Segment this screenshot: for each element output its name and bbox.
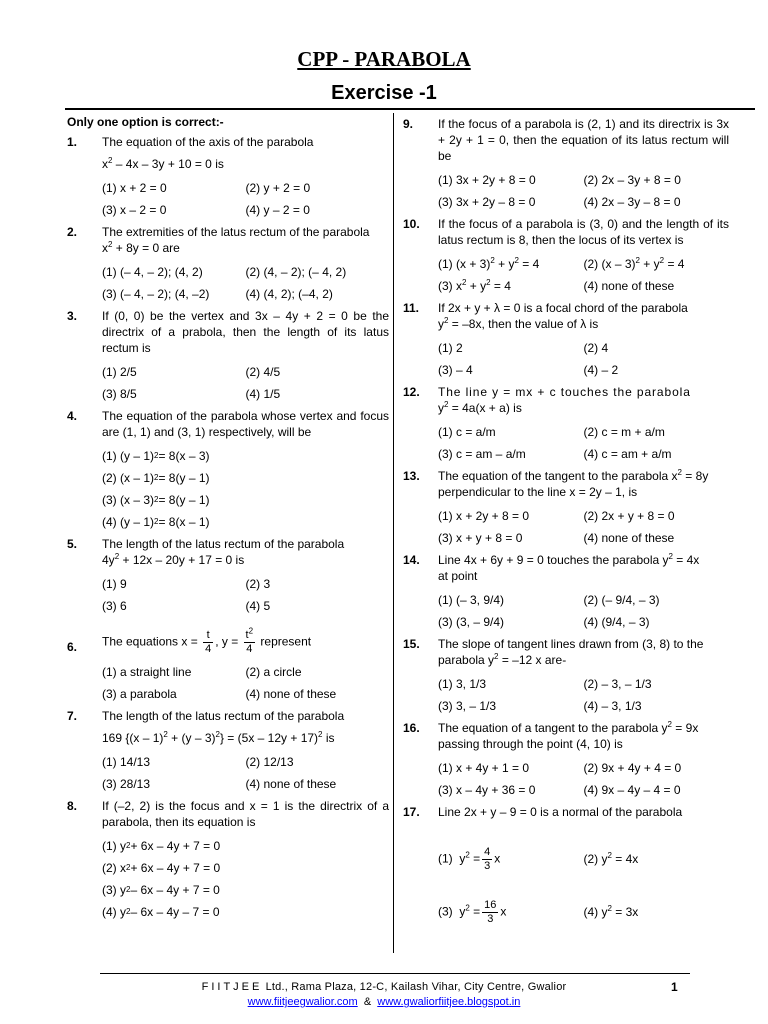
options: [438, 253, 729, 297]
question-number: 17.: [403, 805, 420, 819]
right-column: [403, 110, 729, 940]
footer-brand: FIITJEE: [201, 981, 263, 993]
option-2[interactable]: (2) 4/5: [245, 365, 281, 379]
option-1[interactable]: (1) 9: [102, 577, 127, 591]
option-2[interactable]: (2) $y^2 = 4x$: [583, 851, 639, 866]
question-number: 13.: [403, 469, 420, 483]
question-text: If the focus of a parabola is (3, 0) and the length of its latus rectum is 8, then the locus of its vertex is: [438, 217, 729, 247]
website-link[interactable]: www.fiitjeegwalior.com: [247, 996, 358, 1008]
option-2[interactable]: (2) y + 2 = 0: [245, 181, 311, 195]
option-4[interactable]: (4) 9x – 4y – 4 = 0: [583, 783, 681, 797]
option-2[interactable]: (2) c = m + a/m: [583, 425, 665, 439]
fraction-t-over-4: $\frac{t}{4}$: [205, 629, 212, 655]
option-3[interactable]: (3) $x^2 + y^2 = 4$: [438, 278, 511, 293]
question-text: The slope of tangent lines drawn from (3, 8) to the parabola $y^2 = -12$ x are-: [438, 637, 704, 667]
question-text: The equation of the parabola whose vertex and focus are (1, 1) and (3, 1) respectively, will be: [102, 409, 389, 439]
option-3[interactable]: (3) 3x + 2y – 8 = 0: [438, 195, 536, 209]
option-1[interactable]: (1) (– 3, 9/4): [438, 593, 505, 607]
question-number: 4.: [67, 409, 78, 423]
question-14: [403, 552, 729, 633]
question-number: 16.: [403, 721, 420, 735]
option-2[interactable]: (2) a circle: [245, 665, 302, 679]
option-4[interactable]: (4) (9/4, – 3): [583, 615, 650, 629]
option-4[interactable]: (4) none of these: [245, 777, 337, 791]
options: [102, 261, 389, 305]
question-number: 12.: [403, 385, 420, 399]
fraction-4-over-3: $\frac{4}{3}$: [484, 845, 491, 872]
options: [438, 673, 729, 717]
option-3[interactable]: (3) (– 4, – 2); (4, –2): [102, 287, 210, 301]
options: [102, 573, 389, 617]
question-number: 6.: [67, 640, 78, 654]
question-8: [67, 798, 389, 923]
question-3: [67, 308, 389, 405]
option-1[interactable]: (1) $(x + 3)^2 + y^2 = 4$: [438, 256, 540, 271]
option-4[interactable]: (4) none of these: [583, 279, 675, 293]
option-1[interactable]: (1) x + 2y + 8 = 0: [438, 509, 530, 523]
option-1[interactable]: (1) y 2 + 6x – 4y + 7 = 0: [102, 839, 221, 853]
options: [438, 505, 729, 549]
question-text: The equations x = $\frac{t}{4}$ , y = $\frac{t^2}{4}$ represent: [102, 626, 312, 655]
option-3[interactable]: (3) (x – 3) 2 = 8(y – 1): [102, 493, 210, 507]
option-4[interactable]: (4) – 3, 1/3: [583, 699, 642, 713]
footer-links: www.fiitjeegwalior.com & www.gwaliorfiitjee.blogspot.in: [247, 996, 521, 1008]
option-4[interactable]: (4) 2x – 3y – 8 = 0: [583, 195, 681, 209]
options: [438, 169, 729, 213]
option-3[interactable]: (3) x – 4y + 36 = 0: [438, 783, 536, 797]
question-2: [67, 224, 389, 305]
question-number: 15.: [403, 637, 420, 651]
option-4[interactable]: (4) c = am + a/m: [583, 447, 672, 461]
option-3[interactable]: (3) y 2 – 6x – 4y + 7 = 0: [102, 883, 220, 897]
option-2[interactable]: (2) 3: [245, 577, 271, 591]
option-3[interactable]: (3) a parabola: [102, 687, 177, 701]
question-number: 2.: [67, 225, 78, 239]
options: [102, 661, 389, 705]
option-2[interactable]: (2) 2x + y + 8 = 0: [583, 509, 675, 523]
question-number: 8.: [67, 799, 78, 813]
question-17: [403, 804, 729, 940]
question-number: 7.: [67, 709, 78, 723]
option-1[interactable]: (1) 2/5: [102, 365, 137, 379]
footer-address: FIITJEE Ltd., Rama Plaza, 12-C, Kailash Vihar, City Centre, Gwalior: [201, 981, 567, 993]
option-2[interactable]: (2) 9x + 4y + 4 = 0: [583, 761, 682, 775]
option-1[interactable]: (1) $y^2$ = $\frac{4}{3}$ x: [438, 845, 501, 872]
options: [102, 177, 389, 221]
question-7: [67, 708, 389, 795]
blog-link[interactable]: www.gwaliorfiitjee.blogspot.in: [377, 996, 521, 1008]
fraction-16-over-3: $\frac{16}{3}$: [484, 898, 497, 925]
question-text: The equation of the tangent to the parabola $x^2 = 8y$ perpendicular to the line x = 2y – 1, is: [438, 468, 709, 499]
option-2[interactable]: (2) (4, – 2); (– 4, 2): [245, 265, 347, 279]
option-1[interactable]: (1) 2: [438, 341, 463, 355]
question-12: [403, 384, 729, 465]
page-number: 1: [671, 980, 678, 994]
option-3[interactable]: (3) 3, – 1/3: [438, 699, 497, 713]
option-2[interactable]: (2) (x – 1) 2 = 8(y – 1): [102, 471, 210, 485]
option-1[interactable]: (1) (y – 1) 2 = 8(x – 3): [102, 449, 210, 463]
options: [438, 757, 729, 801]
question-text: If 2x + y + λ = 0 is a focal chord of the parabola $y^2 = -8x$, then the value of λ is: [438, 301, 688, 331]
question-text: If the focus of a parabola is (2, 1) and its directrix is 3x + 2y + 1 = 0, then the equation of its latus rectum will be: [438, 117, 729, 163]
option-4[interactable]: (4) 1/5: [245, 387, 281, 401]
option-2[interactable]: (2) (– 9/4, – 3): [583, 593, 660, 607]
question-number: 5.: [67, 537, 78, 551]
option-2[interactable]: (2) $(x - 3)^2 + y^2 = 4$: [583, 256, 685, 271]
option-4[interactable]: (4) y – 2 = 0: [245, 203, 310, 217]
option-2[interactable]: (2) x 2 + 6x – 4y + 7 = 0: [102, 861, 221, 875]
column-divider: [393, 113, 394, 953]
option-3[interactable]: (3) – 4: [438, 363, 473, 377]
left-column: [67, 110, 389, 923]
question-text: If (–2, 2) is the focus and x = 1 is the directrix of a parabola, then its equation is: [102, 799, 389, 829]
option-3[interactable]: (3) 28/13: [102, 777, 151, 791]
fraction-t2-over-4: $\frac{t^2}{4}$: [245, 626, 254, 655]
options: [438, 421, 729, 465]
question-text: If (0, 0) be the vertex and 3x – 4y + 2 = 0 be the directrix of a prabola, then the length of its latus rectum is: [102, 309, 389, 355]
question-number: 11.: [403, 301, 420, 315]
options: [438, 834, 729, 940]
option-4[interactable]: (4) (4, 2); (–4, 2): [245, 287, 333, 301]
question-9: [403, 116, 729, 213]
question-4: [67, 408, 389, 533]
question-11: [403, 300, 729, 381]
option-2[interactable]: (2) 4: [583, 341, 609, 355]
option-3[interactable]: (3) 8/5: [102, 387, 137, 401]
question-number: 9.: [403, 117, 414, 131]
option-1[interactable]: (1) x + 2 = 0: [102, 181, 167, 195]
option-4[interactable]: (4) y 2 – 6x – 4y – 7 = 0: [102, 905, 220, 919]
options: [102, 361, 389, 405]
option-2[interactable]: (2) 2x – 3y + 8 = 0: [583, 173, 681, 187]
option-3[interactable]: (3) x – 2 = 0: [102, 203, 167, 217]
question-text: The length of the latus rectum of the parabola 169 $\{(x - 1)^2 + (y - 3)^2\} = (5x - 12y + 17)^2$ is: [102, 709, 345, 745]
question-number: 1.: [67, 135, 78, 149]
options: [102, 445, 389, 533]
option-1[interactable]: (1) 3, 1/3: [438, 677, 487, 691]
option-1[interactable]: (1) c = a/m: [438, 425, 496, 439]
question-13: [403, 468, 729, 549]
question-text: The equation of the axis of the parabola: [102, 135, 314, 149]
option-3[interactable]: (3) $y^2$ = $\frac{16}{3}$ x: [438, 898, 507, 925]
option-3[interactable]: (3) x + y + 8 = 0: [438, 531, 523, 545]
option-2[interactable]: (2) – 3, – 1/3: [583, 677, 652, 691]
option-4[interactable]: (4) – 2: [583, 363, 619, 377]
question-text: The equation of a tangent to the parabola $y^2 = 9x$ passing through the point (4, 10) is: [438, 720, 699, 751]
page-title: CPP - PARABOLA: [297, 47, 471, 71]
question-equation: $x^2 - 4x - 3y + 10 = 0$ is: [102, 156, 224, 171]
option-1[interactable]: (1) x + 4y + 1 = 0: [438, 761, 530, 775]
question-1: [67, 134, 389, 221]
option-3[interactable]: (3) c = am – a/m: [438, 447, 526, 461]
option-3[interactable]: (3) (3, – 9/4): [438, 615, 505, 629]
option-2[interactable]: (2) 12/13: [245, 755, 294, 769]
option-4[interactable]: (4) none of these: [245, 687, 337, 701]
question-16: [403, 720, 729, 801]
question-text: The extremities of the latus rectum of the parabola $x^2 + 8y = 0$ are: [102, 225, 370, 255]
option-1[interactable]: (1) a straight line: [102, 665, 192, 679]
question-text: Line 4x + 6y + 9 = 0 touches the parabola $y^2 = 4x$ at point: [438, 552, 700, 583]
option-4[interactable]: (4) 5: [245, 599, 271, 613]
option-1[interactable]: (1) 14/13: [102, 755, 151, 769]
question-number: 3.: [67, 309, 78, 323]
question-number: 14.: [403, 553, 420, 567]
options: [438, 337, 729, 381]
question-15: [403, 636, 729, 717]
question-text: The length of the latus rectum of the parabola $4y^2 + 12x - 20y + 17 = 0$ is: [102, 537, 345, 567]
options: [102, 751, 389, 795]
question-text: The line y = mx + c touches the parabola: [438, 385, 691, 399]
option-1[interactable]: (1) 3x + 2y + 8 = 0: [438, 173, 536, 187]
question-text-line2: $y^2 = 4a(x + a)$ is: [438, 400, 522, 415]
option-3[interactable]: (3) 6: [102, 599, 127, 613]
instruction-text: Only one option is correct:-: [67, 115, 224, 129]
footer-divider: [100, 973, 690, 974]
option-4[interactable]: (4) none of these: [583, 531, 675, 545]
option-4[interactable]: (4) $y^2 = 3x$: [583, 904, 639, 919]
option-1[interactable]: (1) (– 4, – 2); (4, 2): [102, 265, 203, 279]
option-4[interactable]: (4) (y – 1) 2 = 8(x – 1): [102, 515, 210, 529]
question-number: 10.: [403, 217, 420, 231]
question-10: [403, 216, 729, 297]
question-6: [67, 626, 389, 705]
question-text: Line 2x + y – 9 = 0 is a normal of the parabola: [438, 805, 683, 819]
options: [102, 835, 389, 923]
question-5: [67, 536, 389, 617]
exercise-subtitle: Exercise -1: [331, 82, 437, 104]
options: [438, 589, 729, 633]
